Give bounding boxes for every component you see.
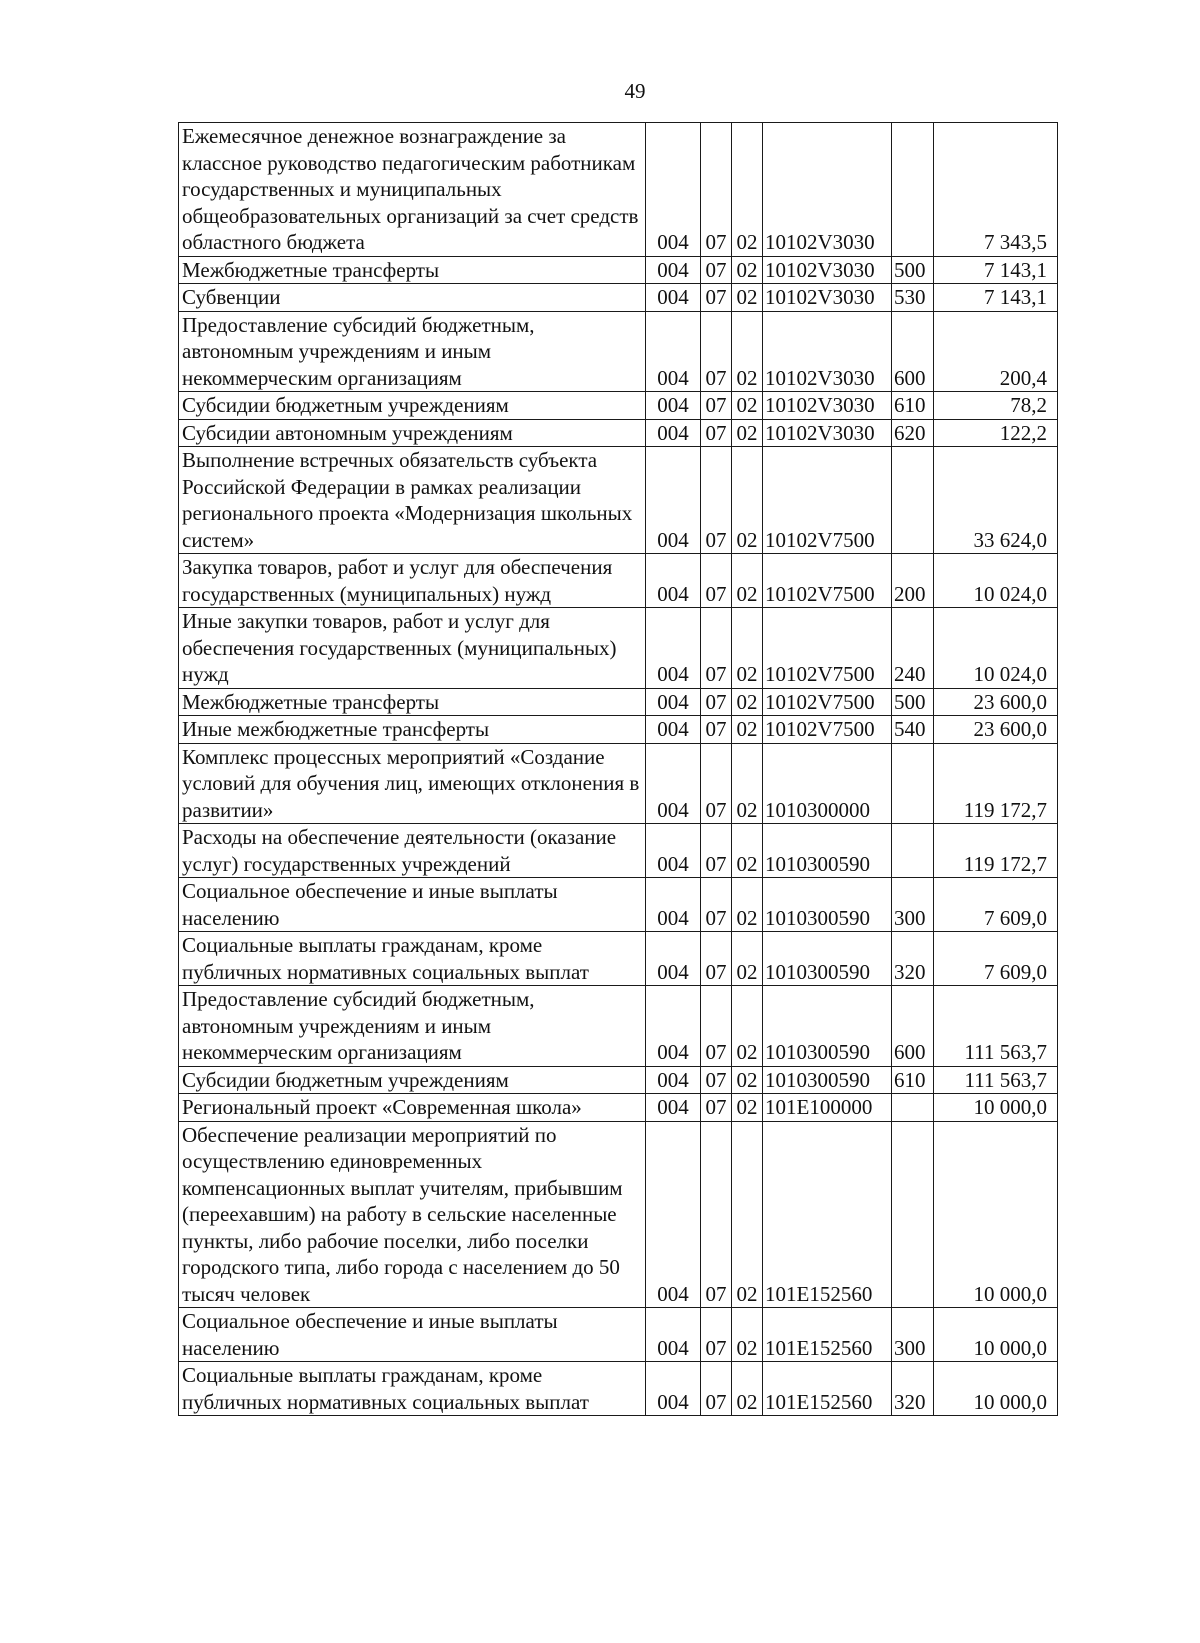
grbs-code-cell: 004 [646, 878, 701, 932]
subsection-code-cell: 02 [732, 123, 763, 257]
table-row [179, 878, 1058, 932]
grbs-code-cell: 004 [646, 284, 701, 312]
grbs-code-cell: 004 [646, 311, 701, 392]
section-code-cell: 07 [701, 554, 732, 608]
amount-cell: 78,2 [934, 392, 1058, 420]
target-article-code-cell: 10102V7500 [763, 447, 892, 554]
amount-cell: 111 563,7 [934, 986, 1058, 1067]
grbs-code-cell: 004 [646, 256, 701, 284]
section-code-cell: 07 [701, 123, 732, 257]
section-code-cell: 07 [701, 256, 732, 284]
subsection-code-cell: 02 [732, 419, 763, 447]
amount-cell: 10 000,0 [934, 1121, 1058, 1308]
expense-name-cell: Обеспечение реализации мероприятий по осуществлению единовременных компенсационных выплат учителям, прибывшим (переехавшим) на работу в сельские населенные пункты, либо рабочие поселки, либо поселки городского типа, либо города с населением до 50 тысяч человек [179, 1121, 646, 1308]
section-code-cell: 07 [701, 986, 732, 1067]
expense-name-cell: Выполнение встречных обязательств субъекта Российской Федерации в рамках реализации регионального проекта «Модернизация школьных систем» [179, 447, 646, 554]
subsection-code-cell: 02 [732, 824, 763, 878]
grbs-code-cell: 004 [646, 824, 701, 878]
table-row [179, 608, 1058, 689]
amount-cell: 10 000,0 [934, 1094, 1058, 1122]
table-row [179, 1121, 1058, 1308]
expense-name-cell: Иные закупки товаров, работ и услуг для обеспечения государственных (муниципальных) нужд [179, 608, 646, 689]
expense-name-cell: Расходы на обеспечение деятельности (оказание услуг) государственных учреждений [179, 824, 646, 878]
section-code-cell: 07 [701, 284, 732, 312]
section-code-cell: 07 [701, 1066, 732, 1094]
target-article-code-cell: 1010300000 [763, 743, 892, 824]
grbs-code-cell: 004 [646, 716, 701, 744]
expense-name-cell: Социальное обеспечение и иные выплаты населению [179, 878, 646, 932]
expense-type-code-cell: 500 [892, 688, 934, 716]
amount-cell: 10 000,0 [934, 1362, 1058, 1416]
table-row [179, 419, 1058, 447]
expense-type-code-cell: 200 [892, 554, 934, 608]
subsection-code-cell: 02 [732, 447, 763, 554]
expense-type-code-cell: 620 [892, 419, 934, 447]
target-article-code-cell: 1010300590 [763, 932, 892, 986]
expense-type-code-cell: 540 [892, 716, 934, 744]
target-article-code-cell: 1010300590 [763, 986, 892, 1067]
section-code-cell: 07 [701, 932, 732, 986]
budget-table [178, 122, 1058, 1416]
expense-type-code-cell: 300 [892, 878, 934, 932]
amount-cell: 122,2 [934, 419, 1058, 447]
subsection-code-cell: 02 [732, 554, 763, 608]
amount-cell: 7 609,0 [934, 878, 1058, 932]
grbs-code-cell: 004 [646, 986, 701, 1067]
grbs-code-cell: 004 [646, 743, 701, 824]
table-row [179, 932, 1058, 986]
target-article-code-cell: 1010300590 [763, 824, 892, 878]
section-code-cell: 07 [701, 824, 732, 878]
target-article-code-cell: 101E152560 [763, 1121, 892, 1308]
table-row [179, 1066, 1058, 1094]
section-code-cell: 07 [701, 1362, 732, 1416]
expense-type-code-cell [892, 743, 934, 824]
target-article-code-cell: 1010300590 [763, 1066, 892, 1094]
expense-name-cell: Комплекс процессных мероприятий «Создание условий для обучения лиц, имеющих отклонения в развитии» [179, 743, 646, 824]
grbs-code-cell: 004 [646, 554, 701, 608]
expense-name-cell: Субсидии бюджетным учреждениям [179, 392, 646, 420]
subsection-code-cell: 02 [732, 932, 763, 986]
expense-type-code-cell: 600 [892, 986, 934, 1067]
subsection-code-cell: 02 [732, 1121, 763, 1308]
subsection-code-cell: 02 [732, 688, 763, 716]
table-row [179, 392, 1058, 420]
amount-cell: 10 024,0 [934, 554, 1058, 608]
table-row [179, 311, 1058, 392]
amount-cell: 7 143,1 [934, 256, 1058, 284]
section-code-cell: 07 [701, 688, 732, 716]
section-code-cell: 07 [701, 1094, 732, 1122]
expense-name-cell: Предоставление субсидий бюджетным, автономным учреждениям и иным некоммерческим организациям [179, 986, 646, 1067]
grbs-code-cell: 004 [646, 1308, 701, 1362]
target-article-code-cell: 101E152560 [763, 1308, 892, 1362]
amount-cell: 111 563,7 [934, 1066, 1058, 1094]
expense-type-code-cell: 500 [892, 256, 934, 284]
subsection-code-cell: 02 [732, 716, 763, 744]
grbs-code-cell: 004 [646, 447, 701, 554]
target-article-code-cell: 10102V7500 [763, 688, 892, 716]
amount-cell: 10 000,0 [934, 1308, 1058, 1362]
expense-type-code-cell: 300 [892, 1308, 934, 1362]
section-code-cell: 07 [701, 311, 732, 392]
expense-name-cell: Межбюджетные трансферты [179, 256, 646, 284]
target-article-code-cell: 101E152560 [763, 1362, 892, 1416]
amount-cell: 119 172,7 [934, 824, 1058, 878]
amount-cell: 7 343,5 [934, 123, 1058, 257]
subsection-code-cell: 02 [732, 878, 763, 932]
target-article-code-cell: 10102V3030 [763, 392, 892, 420]
expense-name-cell: Межбюджетные трансферты [179, 688, 646, 716]
subsection-code-cell: 02 [732, 986, 763, 1067]
target-article-code-cell: 10102V3030 [763, 123, 892, 257]
section-code-cell: 07 [701, 716, 732, 744]
amount-cell: 10 024,0 [934, 608, 1058, 689]
table-row [179, 1308, 1058, 1362]
subsection-code-cell: 02 [732, 1362, 763, 1416]
expense-name-cell: Региональный проект «Современная школа» [179, 1094, 646, 1122]
amount-cell: 119 172,7 [934, 743, 1058, 824]
grbs-code-cell: 004 [646, 1094, 701, 1122]
section-code-cell: 07 [701, 392, 732, 420]
expense-type-code-cell: 240 [892, 608, 934, 689]
expense-name-cell: Субсидии бюджетным учреждениям [179, 1066, 646, 1094]
expense-type-code-cell: 610 [892, 1066, 934, 1094]
target-article-code-cell: 10102V3030 [763, 419, 892, 447]
budget-table-body [179, 123, 1058, 1416]
table-row [179, 716, 1058, 744]
amount-cell: 200,4 [934, 311, 1058, 392]
expense-name-cell: Предоставление субсидий бюджетным, автономным учреждениям и иным некоммерческим организациям [179, 311, 646, 392]
section-code-cell: 07 [701, 878, 732, 932]
expense-name-cell: Иные межбюджетные трансферты [179, 716, 646, 744]
table-row [179, 554, 1058, 608]
grbs-code-cell: 004 [646, 123, 701, 257]
expense-name-cell: Закупка товаров, работ и услуг для обеспечения государственных (муниципальных) нужд [179, 554, 646, 608]
amount-cell: 23 600,0 [934, 716, 1058, 744]
section-code-cell: 07 [701, 608, 732, 689]
target-article-code-cell: 10102V7500 [763, 608, 892, 689]
expense-type-code-cell [892, 123, 934, 257]
target-article-code-cell: 10102V3030 [763, 284, 892, 312]
expense-name-cell: Социальное обеспечение и иные выплаты населению [179, 1308, 646, 1362]
grbs-code-cell: 004 [646, 932, 701, 986]
subsection-code-cell: 02 [732, 1308, 763, 1362]
subsection-code-cell: 02 [732, 392, 763, 420]
subsection-code-cell: 02 [732, 1066, 763, 1094]
section-code-cell: 07 [701, 1308, 732, 1362]
amount-cell: 7 143,1 [934, 284, 1058, 312]
target-article-code-cell: 10102V7500 [763, 554, 892, 608]
grbs-code-cell: 004 [646, 419, 701, 447]
subsection-code-cell: 02 [732, 608, 763, 689]
grbs-code-cell: 004 [646, 1066, 701, 1094]
expense-type-code-cell [892, 824, 934, 878]
target-article-code-cell: 1010300590 [763, 878, 892, 932]
section-code-cell: 07 [701, 419, 732, 447]
table-row [179, 743, 1058, 824]
section-code-cell: 07 [701, 447, 732, 554]
table-row [179, 986, 1058, 1067]
target-article-code-cell: 10102V7500 [763, 716, 892, 744]
grbs-code-cell: 004 [646, 608, 701, 689]
expense-type-code-cell: 320 [892, 1362, 934, 1416]
section-code-cell: 07 [701, 1121, 732, 1308]
table-row [179, 1094, 1058, 1122]
target-article-code-cell: 10102V3030 [763, 311, 892, 392]
page-number: 49 [624, 79, 646, 103]
subsection-code-cell: 02 [732, 743, 763, 824]
expense-type-code-cell [892, 447, 934, 554]
expense-type-code-cell [892, 1094, 934, 1122]
expense-name-cell: Субвенции [179, 284, 646, 312]
expense-type-code-cell: 600 [892, 311, 934, 392]
grbs-code-cell: 004 [646, 392, 701, 420]
subsection-code-cell: 02 [732, 256, 763, 284]
table-row [179, 123, 1058, 257]
expense-name-cell: Субсидии автономным учреждениям [179, 419, 646, 447]
table-row [179, 256, 1058, 284]
expense-name-cell: Социальные выплаты гражданам, кроме публичных нормативных социальных выплат [179, 1362, 646, 1416]
expense-type-code-cell [892, 1121, 934, 1308]
grbs-code-cell: 004 [646, 688, 701, 716]
table-row [179, 1362, 1058, 1416]
expense-type-code-cell: 610 [892, 392, 934, 420]
expense-type-code-cell: 320 [892, 932, 934, 986]
table-row [179, 688, 1058, 716]
subsection-code-cell: 02 [732, 284, 763, 312]
target-article-code-cell: 10102V3030 [763, 256, 892, 284]
target-article-code-cell: 101E100000 [763, 1094, 892, 1122]
table-row [179, 824, 1058, 878]
section-code-cell: 07 [701, 743, 732, 824]
amount-cell: 7 609,0 [934, 932, 1058, 986]
table-row [179, 447, 1058, 554]
subsection-code-cell: 02 [732, 1094, 763, 1122]
table-row [179, 284, 1058, 312]
expense-type-code-cell: 530 [892, 284, 934, 312]
amount-cell: 33 624,0 [934, 447, 1058, 554]
grbs-code-cell: 004 [646, 1121, 701, 1308]
grbs-code-cell: 004 [646, 1362, 701, 1416]
expense-name-cell: Социальные выплаты гражданам, кроме публичных нормативных социальных выплат [179, 932, 646, 986]
subsection-code-cell: 02 [732, 311, 763, 392]
amount-cell: 23 600,0 [934, 688, 1058, 716]
expense-name-cell: Ежемесячное денежное вознаграждение за классное руководство педагогическим работникам государственных и муниципальных общеобразовательных организаций за счет средств областного бюджета [179, 123, 646, 257]
